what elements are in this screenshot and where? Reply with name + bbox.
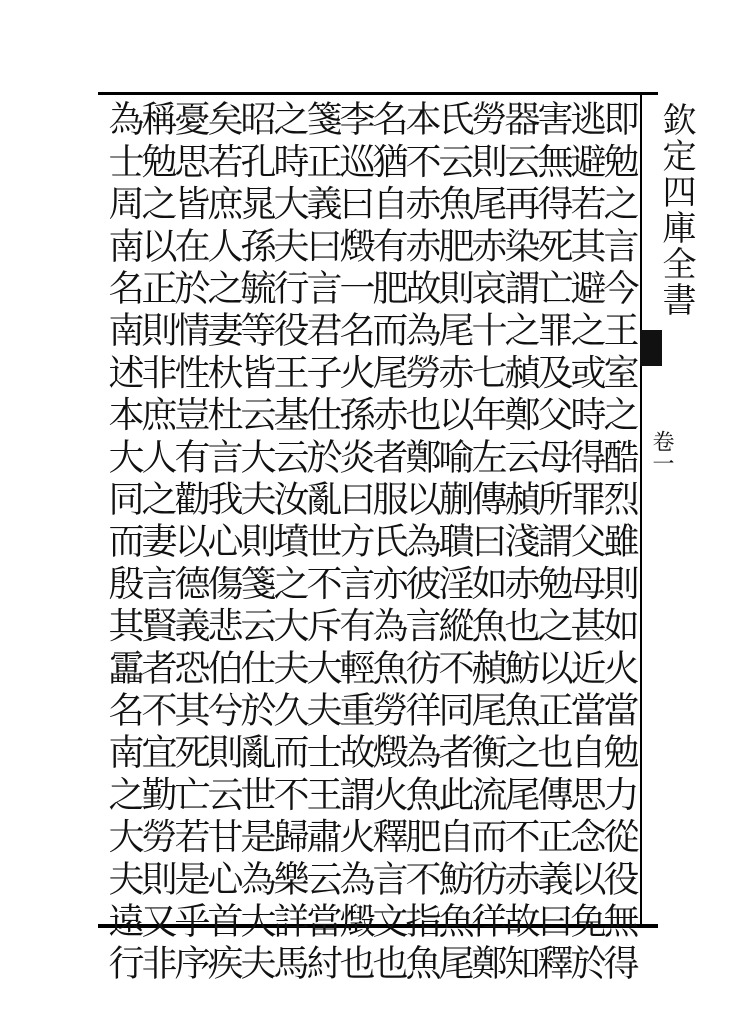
text-column-3: 害無得死亡罪及父母所謂勉之以正也傳正義曰釋 [532,100,573,987]
text-column-10: 箋正義曰言君子仕於亂世不斥大夫士王肅云當紂 [301,100,342,987]
fishtail-mark [640,330,662,366]
text-column-13: 矣若庶人之妻杕杜言我心傷悲伯兮則云甘心首疾 [202,100,243,987]
text-column-16: 為士周南名南述本大同而殷其靁名南之大夫遠行 [103,100,144,987]
text-column-7: 本不赤赤故為勞也鄭以為彼言彷徉為魚肥不指魚 [400,100,441,987]
text-column-8: 名猶自有肥而尾赤者服氏亦為魚勞燬火釋言文也 [367,100,408,987]
text-column-15: 稱勉之以正則非庶人之妻言賢者不宜勤勞則又非 [136,100,177,987]
text-column-11: 之時大夫行役王基云汝墳之大夫久而不歸樂詳馬 [268,100,309,987]
text-column-12: 昭孔晁孫毓等皆云大夫則箋云仕於亂世是為大夫 [235,100,276,987]
text-column-1: 即勉之言今王室之酷烈雖則如火當勉力從役無得 [598,100,639,987]
text-column-9: 李巡曰燬一名火孫炎曰方言有輕重故謂火為燬也 [334,100,375,987]
right-border [640,92,642,928]
text-column-4: 器云再染謂之赬鄭云赬淺赤也魴魚之尾不赤故知 [499,100,540,987]
book-title: 欽定四庫全書 [656,102,696,318]
text-column-14: 憂思皆在於情性豈有勸以德義恐其死亡若是乎序 [169,100,210,987]
top-border [98,92,658,95]
text-column-2: 逃避若其避之或時得罪父母甚近當自思念以免於 [565,100,606,987]
text-column-6: 氏云魚肥則尾赤以喻蒯聵淫縱不同者此自魴魚尾 [433,100,474,987]
volume-label: 卷一 [649,430,674,474]
text-column-5: 勞則尾赤哀十七年左傳曰如魚赬尾衡流而彷徉鄭 [466,100,507,987]
